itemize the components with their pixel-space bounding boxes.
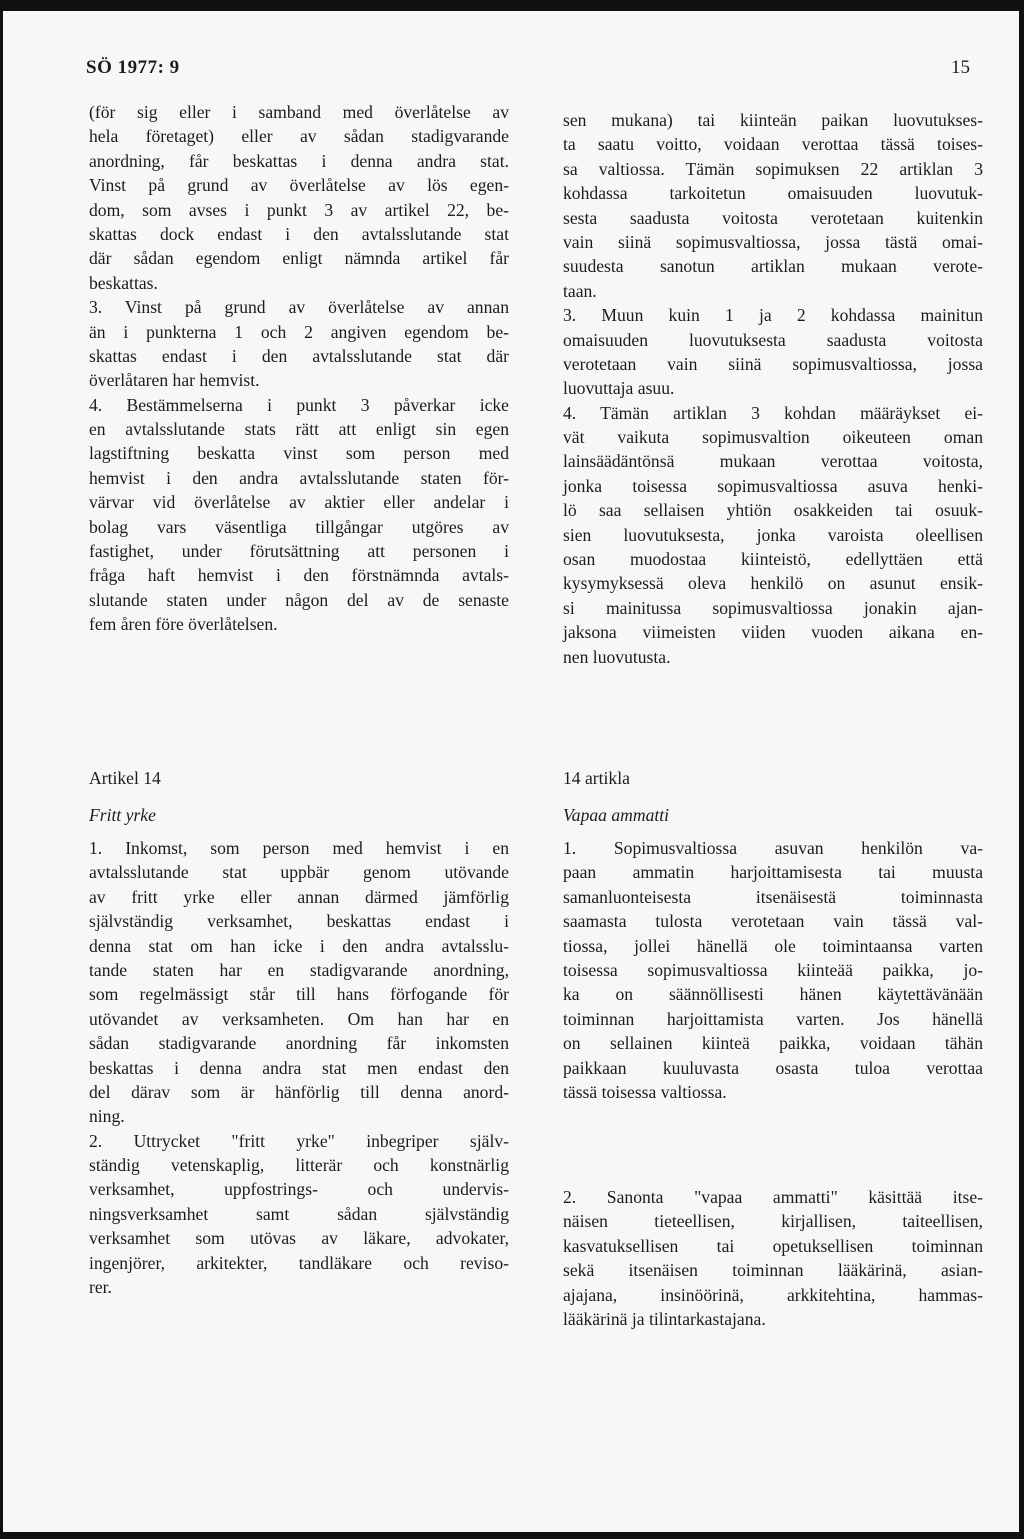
text-line: samanluonteisesta itsenäisestä toiminnasta [563,886,983,907]
text-line: lääkärinä ja tilintarkastajana. [563,1308,766,1329]
finnish-top-text [563,108,983,669]
text-line: 1. Inkomst, som person med hemvist i en [89,838,509,858]
page-number: 15 [951,57,970,78]
text-line: anordning, får beskattas i denna andra stat. [89,150,509,171]
text-line: vät vaikuta sopimusvaltion oikeuteen oman [563,427,983,448]
text-line: ständig vetenskaplig, litterär och konstnärlig [89,1155,509,1176]
text-line: värvar vid överlåtelse av aktier eller andelar i [89,492,509,513]
text-line: del därav som är hänförlig till denna anord- [89,1081,509,1102]
text-line: kohdassa tarkoitetun omaisuuden luovutuk- [563,183,983,204]
text-line: skattas endast i den avtalsslutande stat där [89,345,509,366]
text-line: beskattas. [89,272,158,293]
scan-top-border [0,0,1024,11]
text-line: 2. Uttrycket "fritt yrke" inbegriper själv- [89,1130,509,1151]
text-line: kysymyksessä oleva henkilö on asunut ensik- [563,573,983,594]
text-line: hela företaget) eller av sådan stadigvarande [89,126,509,147]
text-line: hemvist i den andra avtalsslutande staten för- [89,467,509,488]
text-line: on sellainen kiinteä paikka, voidaan tähän [563,1033,983,1054]
text-line: än i punkterna 1 och 2 angiven egendom be- [89,321,509,342]
text-line: saamasta tulosta verotetaan vain tässä val- [563,911,983,932]
text-line: fastighet, under förutsättning att personen i [89,541,509,562]
scan-bottom-border [0,1532,1024,1539]
text-line: lö saa sellaisen yhtiön osakkeiden tai osuuk- [563,500,983,521]
text-line: som regelmässigt står till hans förfogande för [89,984,509,1005]
text-line: Vinst på grund av överlåtelse av lös egen- [89,175,509,196]
text-line: ning. [89,1106,125,1127]
text-line: ka on säännöllisesti hänen käytettävänään [563,984,983,1005]
scan-right-border [1019,0,1024,1539]
text-line: tiossa, jollei hänellä ole toimintaansa varten [563,935,983,956]
swedish-article-heading: Artikel 14 [89,768,161,788]
finnish-article-text [563,836,983,1104]
text-line: av fritt yrke eller annan därmed jämförlig [89,886,509,907]
text-line: dom, som avses i punkt 3 av artikel 22, be- [89,199,509,220]
text-line: osan muodostaa kiinteistö, edellyttäen että [563,549,983,570]
text-line: sien luovutuksesta, jonka varoista oleellisen [563,524,983,545]
text-line: lainsäädäntönsä mukaan verottaa voitosta, [563,451,983,472]
text-line: verksamhet som utövas av läkare, advokater, [89,1228,509,1249]
text-line: jonka toisessa sopimusvaltiossa asuva henki- [563,475,983,496]
text-line: suudesta sanotun artiklan mukaan verote- [563,256,983,277]
text-line: vain siinä sopimusvaltiossa, jossa tästä omai- [563,231,983,252]
text-line: lagstiftning beskatta vinst som person med [89,443,509,464]
text-line: en avtalsslutande stats rätt att enligt sin egen [89,419,509,440]
text-line: kasvatuksellisen tai opetuksellisen toiminnan [563,1235,983,1256]
text-line: ingenjörer, arkitekter, tandläkare och reviso- [89,1252,509,1273]
finnish-article-text-2 [563,1185,983,1331]
swedish-article-subheading: Fritt yrke [89,805,156,825]
text-line: nen luovutusta. [563,646,671,667]
text-line: sa valtiossa. Tämän sopimuksen 22 artiklan 3 [563,158,983,179]
text-line: bolag vars väsentliga tillgångar utgöres av [89,516,509,537]
text-line: där sådan egendom enligt nämnda artikel får [89,248,509,269]
text-line: 2. Sanonta "vapaa ammatti" käsittää itse- [563,1187,983,1207]
text-line: toiminnan harjoittamista varten. Jos hänellä [563,1008,983,1029]
text-line: ta saatu voitto, voidaan verottaa tässä toises- [563,134,983,155]
text-line: 1. Sopimusvaltiossa asuvan henkilön va- [563,838,983,858]
text-line: sesta saadusta voitosta verotetaan kuitenkin [563,207,983,228]
text-line: utövandet av verksamheten. Om han har en [89,1008,509,1029]
text-line: luovuttaja asuu. [563,378,675,399]
text-line: paan ammatin harjoittamisesta tai muusta [563,862,983,883]
text-line: överlåtaren har hemvist. [89,370,260,391]
text-line: fem åren före överlåtelsen. [89,614,278,635]
swedish-article-text [89,836,509,1299]
text-line: denna stat om han icke i den andra avtalsslu- [89,935,509,956]
text-line: ajajana, insinöörinä, arkkitehtina, hammas- [563,1284,983,1305]
text-line: toisessa sopimusvaltiossa kiinteää paikka, jo- [563,959,983,980]
text-line: sekä itsenäisen toiminnan lääkärinä, asian- [563,1260,983,1281]
text-line: sådan stadigvarande anordning får inkomsten [89,1033,509,1054]
text-line: beskattas i denna andra stat men endast den [89,1057,509,1078]
text-line: 3. Vinst på grund av överlåtelse av annan [89,297,509,318]
text-line: verotetaan vain siinä sopimusvaltiossa, jossa [563,353,983,374]
text-line: verksamhet, uppfostrings- och undervis- [89,1179,509,1200]
text-line: si mainitussa sopimusvaltiossa jonakin ajan- [563,597,983,618]
text-line: jaksona viimeisten viiden vuoden aikana en- [563,622,983,643]
text-line: omaisuuden luovutuksesta saadusta voitosta [563,329,983,350]
text-line: tande staten har en stadigvarande anordning, [89,959,509,980]
text-line: ningsverksamhet samt sådan självständig [89,1203,509,1224]
text-line: skattas dock endast i den avtalsslutande stat [89,223,509,244]
finnish-article-heading: 14 artikla [563,768,630,788]
text-line: rer. [89,1277,112,1298]
document-reference: SÖ 1977: 9 [86,57,180,78]
text-line: slutande staten under någon del av de senaste [89,589,509,610]
text-line: fråga haft hemvist i den förstnämnda avtals- [89,565,509,586]
text-line: taan. [563,280,597,301]
text-line: (för sig eller i samband med överlåtelse av [89,102,509,122]
text-line: 3. Muun kuin 1 ja 2 kohdassa mainitun [563,305,983,326]
swedish-top-text [89,100,509,637]
text-line: självständig verksamhet, beskattas endast i [89,911,509,932]
text-line: paikkaan kuuluvasta osasta tuloa verottaa [563,1057,983,1078]
text-line: 4. Bestämmelserna i punkt 3 påverkar icke [89,394,509,415]
text-line: avtalsslutande stat uppbär genom utövande [89,862,509,883]
text-line: tässä toisessa valtiossa. [563,1081,727,1102]
text-line: näisen tieteellisen, kirjallisen, taiteellisen, [563,1211,983,1232]
finnish-article-subheading: Vapaa ammatti [563,805,670,825]
text-line: sen mukana) tai kiinteän paikan luovutukses- [563,110,983,130]
scan-left-border [0,0,3,1539]
text-line: 4. Tämän artiklan 3 kohdan määräykset ei- [563,402,983,423]
